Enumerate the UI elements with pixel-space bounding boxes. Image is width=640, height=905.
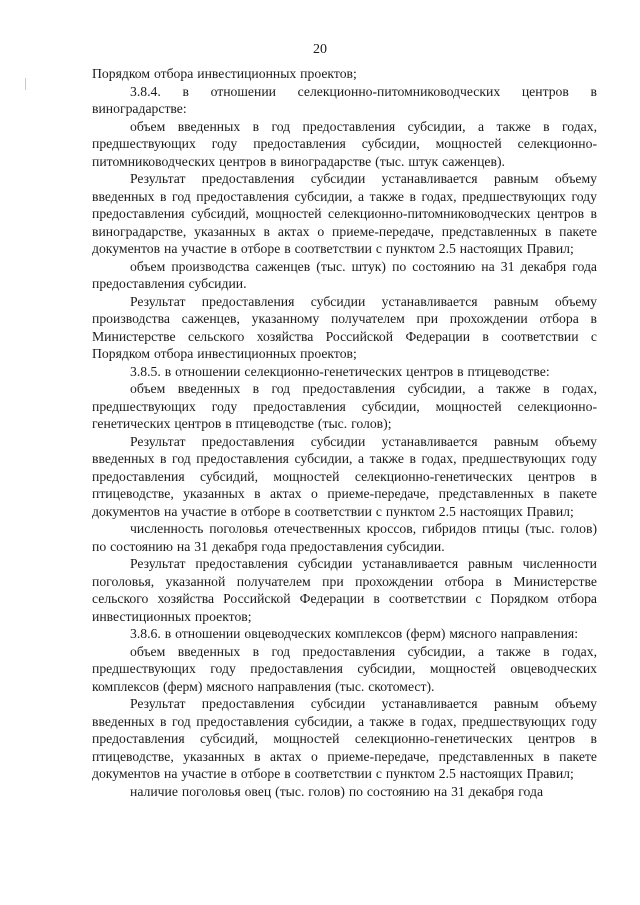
paragraph: численность поголовья отечественных кроссов, гибридов птицы (тыс. голов) по состоянию на 31 декабря года предоставления субсидии.	[92, 521, 597, 554]
paragraph: Результат предоставления субсидии устанавливается равным объему введенных в год предоставления субсидии, а также в годах, предшествующих году предоставления субсидий, мощностей селекционно-генетических центров в птицеводстве, указанных в актах о приеме-передаче, представленных в пакете документов на участие в отборе в соответствии с пунктом 2.5 настоящих Правил;	[92, 433, 597, 519]
section-heading-3-8-6: 3.8.6. в отношении овцеводческих комплексов (ферм) мясного направления:	[130, 626, 578, 641]
paragraph: объем введенных в год предоставления субсидии, а также в годах, предшествующих году предоставления субсидии, мощностей овцеводческих комплексов (ферм) мясного направления (тыс. скотомест).	[92, 643, 597, 694]
paragraph: Результат предоставления субсидии устанавливается равным численности поголовья, указанной получателем при прохождении отбора в Министерстве сельского хозяйства Российской Федерации в соответствии с Порядком отбора инвестиционных проектов;	[92, 556, 597, 624]
document-body	[92, 65, 597, 800]
section-heading-3-8-5: 3.8.5. в отношении селекционно-генетических центров в птицеводстве:	[130, 363, 550, 379]
section-heading-3-8-4: 3.8.4. в отношении селекционно-питомниководческих центров в виноградарстве:	[92, 83, 597, 116]
paragraph: наличие поголовья овец (тыс. голов) по состоянию на 31 декабря года	[130, 783, 544, 799]
paragraph: объем введенных в год предоставления субсидии, а также в годах, предшествующих году предоставления субсидии, мощностей селекционно-генетических центров в птицеводстве (тыс. голов);	[92, 381, 597, 431]
margin-mark	[25, 78, 26, 90]
paragraph: Результат предоставления субсидии устанавливается равным объему введенных в год предоставления субсидии, а также в годах, предшествующих году предоставления субсидий, мощностей селекционно-генетических центров в птицеводстве, указанных в актах о приеме-передаче, представленных в пакете документов на участие в отборе в соответствии с пунктом 2.5 настоящих Правил;	[92, 696, 597, 781]
paragraph: объем производства саженцев (тыс. штук) по состоянию на 31 декабря года предоставления субсидии.	[92, 258, 597, 291]
paragraph: Результат предоставления субсидии устанавливается равным объему производства саженцев, указанному получателем при прохождении отбора в Министерстве сельского хозяйства Российской Федерации в соответствии с Порядком отбора инвестиционных проектов;	[92, 293, 597, 361]
paragraph: объем введенных в год предоставления субсидии, а также в годах, предшествующих году предоставления субсидии, мощностей селекционно-питомниководческих центров в виноградарстве (тыс. штук саженцев).	[92, 118, 597, 169]
page-number: 20	[313, 42, 327, 57]
paragraph: Порядком отбора инвестиционных проектов;	[92, 66, 357, 81]
paragraph: Результат предоставления субсидии устанавливается равным объему введенных в год предоставления субсидии, а также в годах, предшествующих году предоставления субсидий, мощностей селекционно-питомниководческих центров в виноградарстве, указанных в актах о приеме-передаче, представленных в пакете документов на участие в отборе в соответствии с пунктом 2.5 настоящих Правил;	[92, 171, 597, 256]
